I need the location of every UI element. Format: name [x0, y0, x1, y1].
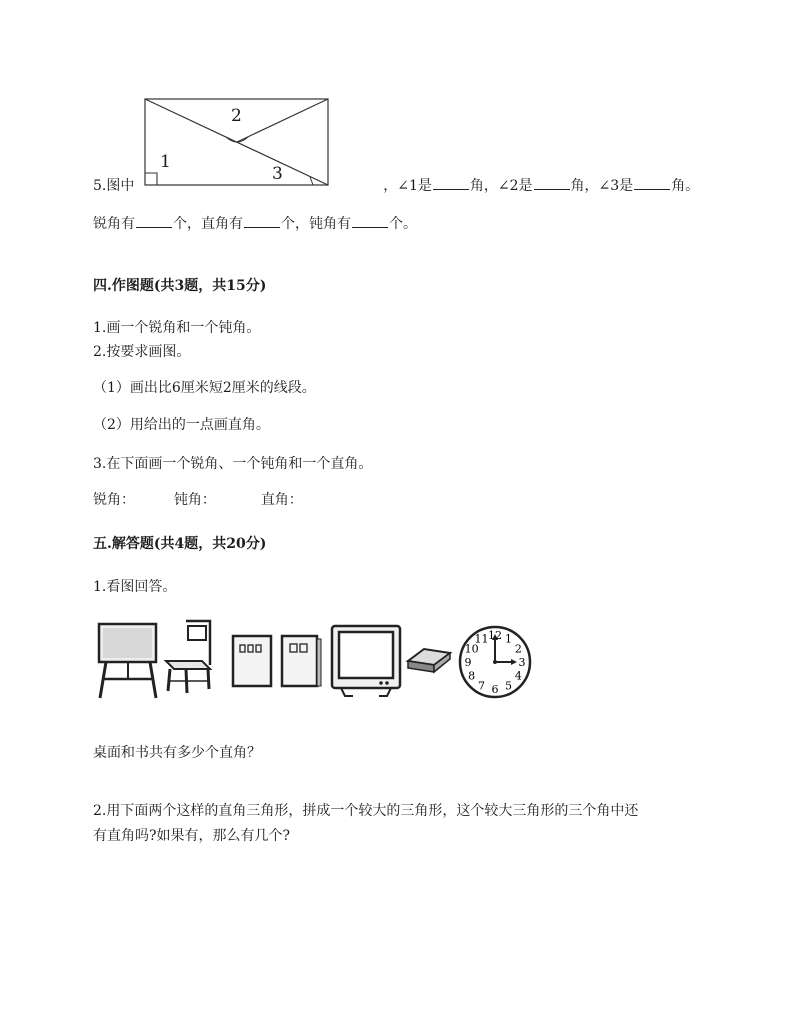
q5-l2-4: 个。 [389, 216, 417, 232]
clock-numeral: 12 [488, 629, 502, 642]
q5-l2-2: 个，直角有 [173, 216, 243, 232]
angle-label-1: 1 [160, 152, 171, 172]
answer-blank[interactable] [352, 215, 388, 228]
s4-q3: 3.在下面画一个锐角、一个钝角和一个直角。 [93, 456, 373, 472]
book-illustration [279, 633, 325, 689]
obtuse-label: 钝角： [173, 492, 216, 508]
s4-q2-1: （1）画出比6厘米短2厘米的线段。 [93, 380, 316, 396]
section5-title: 五.解答题(共4题，共20分) [93, 536, 267, 552]
s4-q2: 2.按要求画图。 [93, 344, 191, 360]
answer-blank[interactable] [244, 215, 280, 228]
answer-blank[interactable] [534, 177, 570, 190]
clock-numeral: 4 [514, 669, 522, 683]
q5-l2-3: 个，钝角有 [281, 216, 351, 232]
right-label: 直角： [260, 492, 303, 508]
acute-label: 锐角： [93, 492, 135, 508]
s5-q1-question: 桌面和书共有多少个直角？ [93, 745, 261, 761]
clock-numeral: 7 [478, 679, 485, 693]
s5-q1: 1.看图回答。 [93, 579, 177, 595]
q5-text-4: 角。 [671, 178, 700, 194]
clock-illustration [456, 624, 534, 700]
clock-numeral: 11 [474, 632, 489, 646]
clock-numeral: 10 [464, 642, 479, 656]
q5-text-2: 角，∠2是 [469, 178, 533, 194]
q5-prefix: 5.图中 [93, 178, 135, 194]
book-illustration [230, 633, 276, 689]
eraser-illustration [404, 645, 456, 675]
clock-numeral: 9 [464, 656, 472, 669]
q5-l2-1: 锐角有 [93, 216, 135, 232]
chair-illustration [162, 617, 216, 695]
clock-numeral: 2 [514, 642, 522, 656]
clock-numeral: 6 [491, 683, 499, 696]
section4-title: 四.作图题(共3题，共15分) [93, 278, 267, 294]
s5-q2-line1: 2.用下面两个这样的直角三角形，拼成一个较大的三角形，这个较大三角形的三个角中还 [93, 803, 639, 819]
q5-text-1: ，∠1是 [383, 178, 432, 194]
s5-q2-line2: 有直角吗?如果有，那么有几个? [93, 828, 291, 844]
board-stand-illustration [96, 621, 160, 701]
s4-q3-labels [93, 490, 303, 510]
monitor-illustration [329, 623, 404, 701]
clock-numeral: 5 [505, 679, 512, 693]
answer-blank[interactable] [634, 177, 670, 190]
clock-numeral: 3 [518, 656, 526, 669]
clock-numeral: 1 [505, 632, 512, 646]
q5-line1 [93, 176, 699, 196]
s4-q1: 1.画一个锐角和一个钝角。 [93, 320, 261, 336]
answer-blank[interactable] [433, 177, 469, 190]
angle-label-3: 3 [272, 164, 283, 184]
answer-blank[interactable] [136, 215, 172, 228]
s4-q2-2: （2）用给出的一点画直角。 [93, 417, 270, 433]
q5-text-3: 角，∠3是 [570, 178, 634, 194]
q5-line2 [93, 214, 417, 234]
clock-numeral: 8 [468, 669, 476, 683]
angle-label-2: 2 [231, 106, 242, 126]
